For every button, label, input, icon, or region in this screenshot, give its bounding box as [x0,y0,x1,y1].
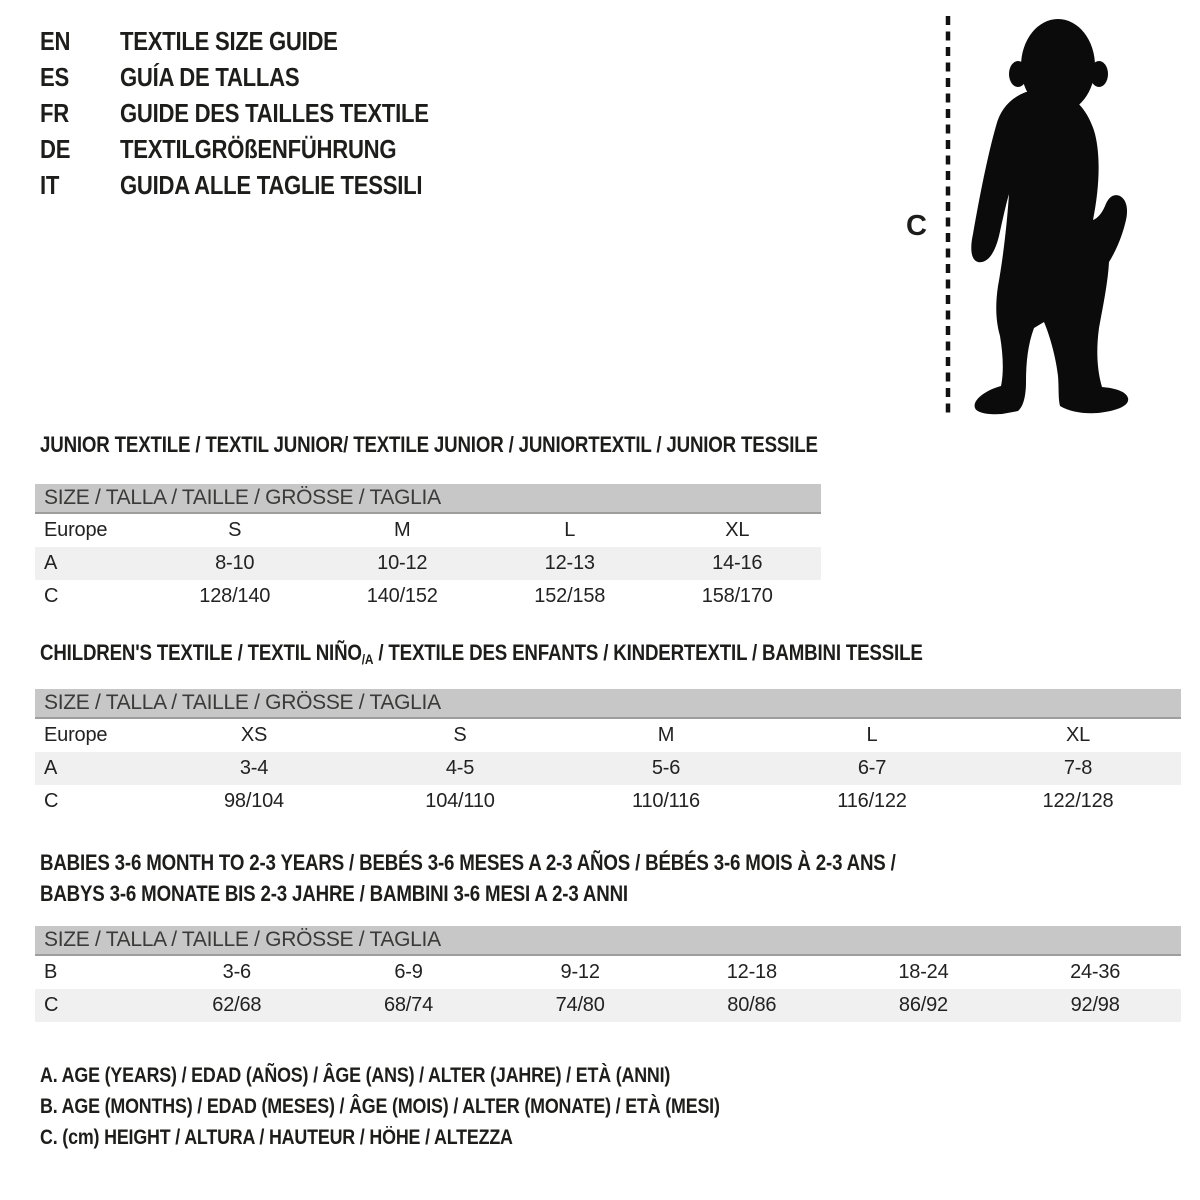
size-cell: 18-24 [898,961,949,983]
size-cell: 158/170 [701,585,773,607]
table-row [35,719,1181,752]
height-label: C [906,210,927,242]
babies-heading-line1: BABIES 3-6 MONTH TO 2-3 YEARS / BEBÉS 3-6 MESES A 2-3 AÑOS / BÉBÉS 3-6 MOIS À 2-3 ANS / [40,850,896,875]
size-cell: S [228,519,242,541]
size-cell: 140/152 [366,585,438,607]
size-cell: 68/74 [323,989,495,1022]
language-label: GUIDA ALLE TAGLIE TESSILI [120,170,423,200]
language-code: IT [40,170,60,200]
size-cell: 12-13 [486,547,654,580]
size-cell: XL [1065,724,1091,746]
language-row [40,26,338,62]
size-header-band: SIZE / TALLA / TAILLE / GRÖSSE / TAGLIA [35,926,1181,956]
legend-line-c: C. (cm) HEIGHT / ALTURA / HAUTEUR / HÖHE / ALTEZZA [40,1126,513,1149]
size-cell: 92/98 [1009,989,1181,1022]
language-label: GUIDE DES TAILLES TEXTILE [120,98,429,128]
size-cell: L [564,519,576,541]
language-row [40,62,300,98]
language-code: DE [40,134,71,164]
junior-section-heading: JUNIOR TEXTILE / TEXTIL JUNIOR/ TEXTILE JUNIOR / JUNIORTEXTIL / JUNIOR TESSILE [40,432,818,457]
size-cell: 62/68 [151,989,323,1022]
size-cell: XS [240,724,268,746]
size-cell: 24-36 [1070,961,1121,983]
junior-size-table [35,484,821,613]
size-cell: 104/110 [425,790,495,812]
table-row [35,514,821,547]
table-row [35,956,1181,989]
table-row [35,547,821,580]
language-row [40,98,429,134]
size-cell: 128/140 [199,585,271,607]
baby-silhouette-icon [958,14,1143,416]
children-size-table [35,689,1181,818]
row-label: A [35,752,151,785]
size-cell: M [394,519,411,541]
babies-table [35,956,1181,1022]
size-cell: 116/122 [837,790,907,812]
size-cell: 74/80 [494,989,666,1022]
table-row [35,752,1181,785]
size-cell: 12-18 [726,961,777,983]
size-header-band: SIZE / TALLA / TAILLE / GRÖSSE / TAGLIA [35,484,821,514]
language-label: TEXTILGRÖßENFÜHRUNG [120,134,397,164]
children-heading-text: / TEXTILE DES ENFANTS / KINDERTEXTIL / BAMBINI TESSILE [373,640,923,665]
babies-section-heading [40,847,1047,909]
row-label: C [44,585,59,607]
legend-line-a: A. AGE (YEARS) / EDAD (AÑOS) / ÂGE (ANS) / ALTER (JAHRE) / ETÀ (ANNI) [40,1064,671,1087]
size-cell: 152/158 [534,585,606,607]
language-label: GUÍA DE TALLAS [120,62,300,92]
size-cell: 5-6 [563,752,769,785]
language-code: FR [40,98,69,128]
children-heading-sub: /A [361,651,374,667]
size-cell: 9-12 [560,961,600,983]
size-cell: XL [725,519,750,541]
row-label: Europe [44,724,108,746]
size-cell: M [657,724,675,746]
legend-line-b: B. AGE (MONTHS) / EDAD (MESES) / ÂGE (MOIS) / ALTER (MONATE) / ETÀ (MESI) [40,1095,720,1118]
size-cell: 3-6 [222,961,251,983]
size-header-band: SIZE / TALLA / TAILLE / GRÖSSE / TAGLIA [35,689,1181,719]
size-cell: 110/116 [632,790,700,812]
row-label: B [44,961,58,983]
height-dashed-line [944,16,952,418]
children-section-heading [40,640,1078,667]
table-row [35,580,821,613]
language-row [40,170,423,206]
row-label: Europe [44,519,108,541]
size-cell: 98/104 [224,790,284,812]
size-cell: 86/92 [838,989,1010,1022]
size-cell: L [866,724,878,746]
legend [40,1064,840,1157]
row-label: A [35,547,151,580]
size-cell: 8-10 [151,547,319,580]
table-row [35,785,1181,818]
size-cell: 7-8 [975,752,1181,785]
size-cell: 10-12 [319,547,487,580]
language-title-list [40,26,429,206]
children-heading-text: CHILDREN'S TEXTILE / TEXTIL NIÑO [40,640,362,665]
children-table [35,719,1181,818]
language-row [40,134,397,170]
size-cell: 6-9 [394,961,423,983]
size-cell: 3-4 [151,752,357,785]
language-code: EN [40,26,71,56]
row-label: C [44,790,59,812]
babies-heading-line2: BABYS 3-6 MONATE BIS 2-3 JAHRE / BAMBINI 3-6 MESI A 2-3 ANNI [40,881,628,906]
size-cell: 80/86 [666,989,838,1022]
junior-table [35,514,821,613]
size-cell: 122/128 [1042,790,1114,812]
size-cell: 4-5 [357,752,563,785]
language-label: TEXTILE SIZE GUIDE [120,26,338,56]
row-label: C [35,989,151,1022]
language-code: ES [40,62,69,92]
size-cell: 6-7 [769,752,975,785]
size-cell: 14-16 [654,547,822,580]
babies-size-table [35,926,1181,1022]
size-cell: S [453,724,467,746]
table-row [35,989,1181,1022]
